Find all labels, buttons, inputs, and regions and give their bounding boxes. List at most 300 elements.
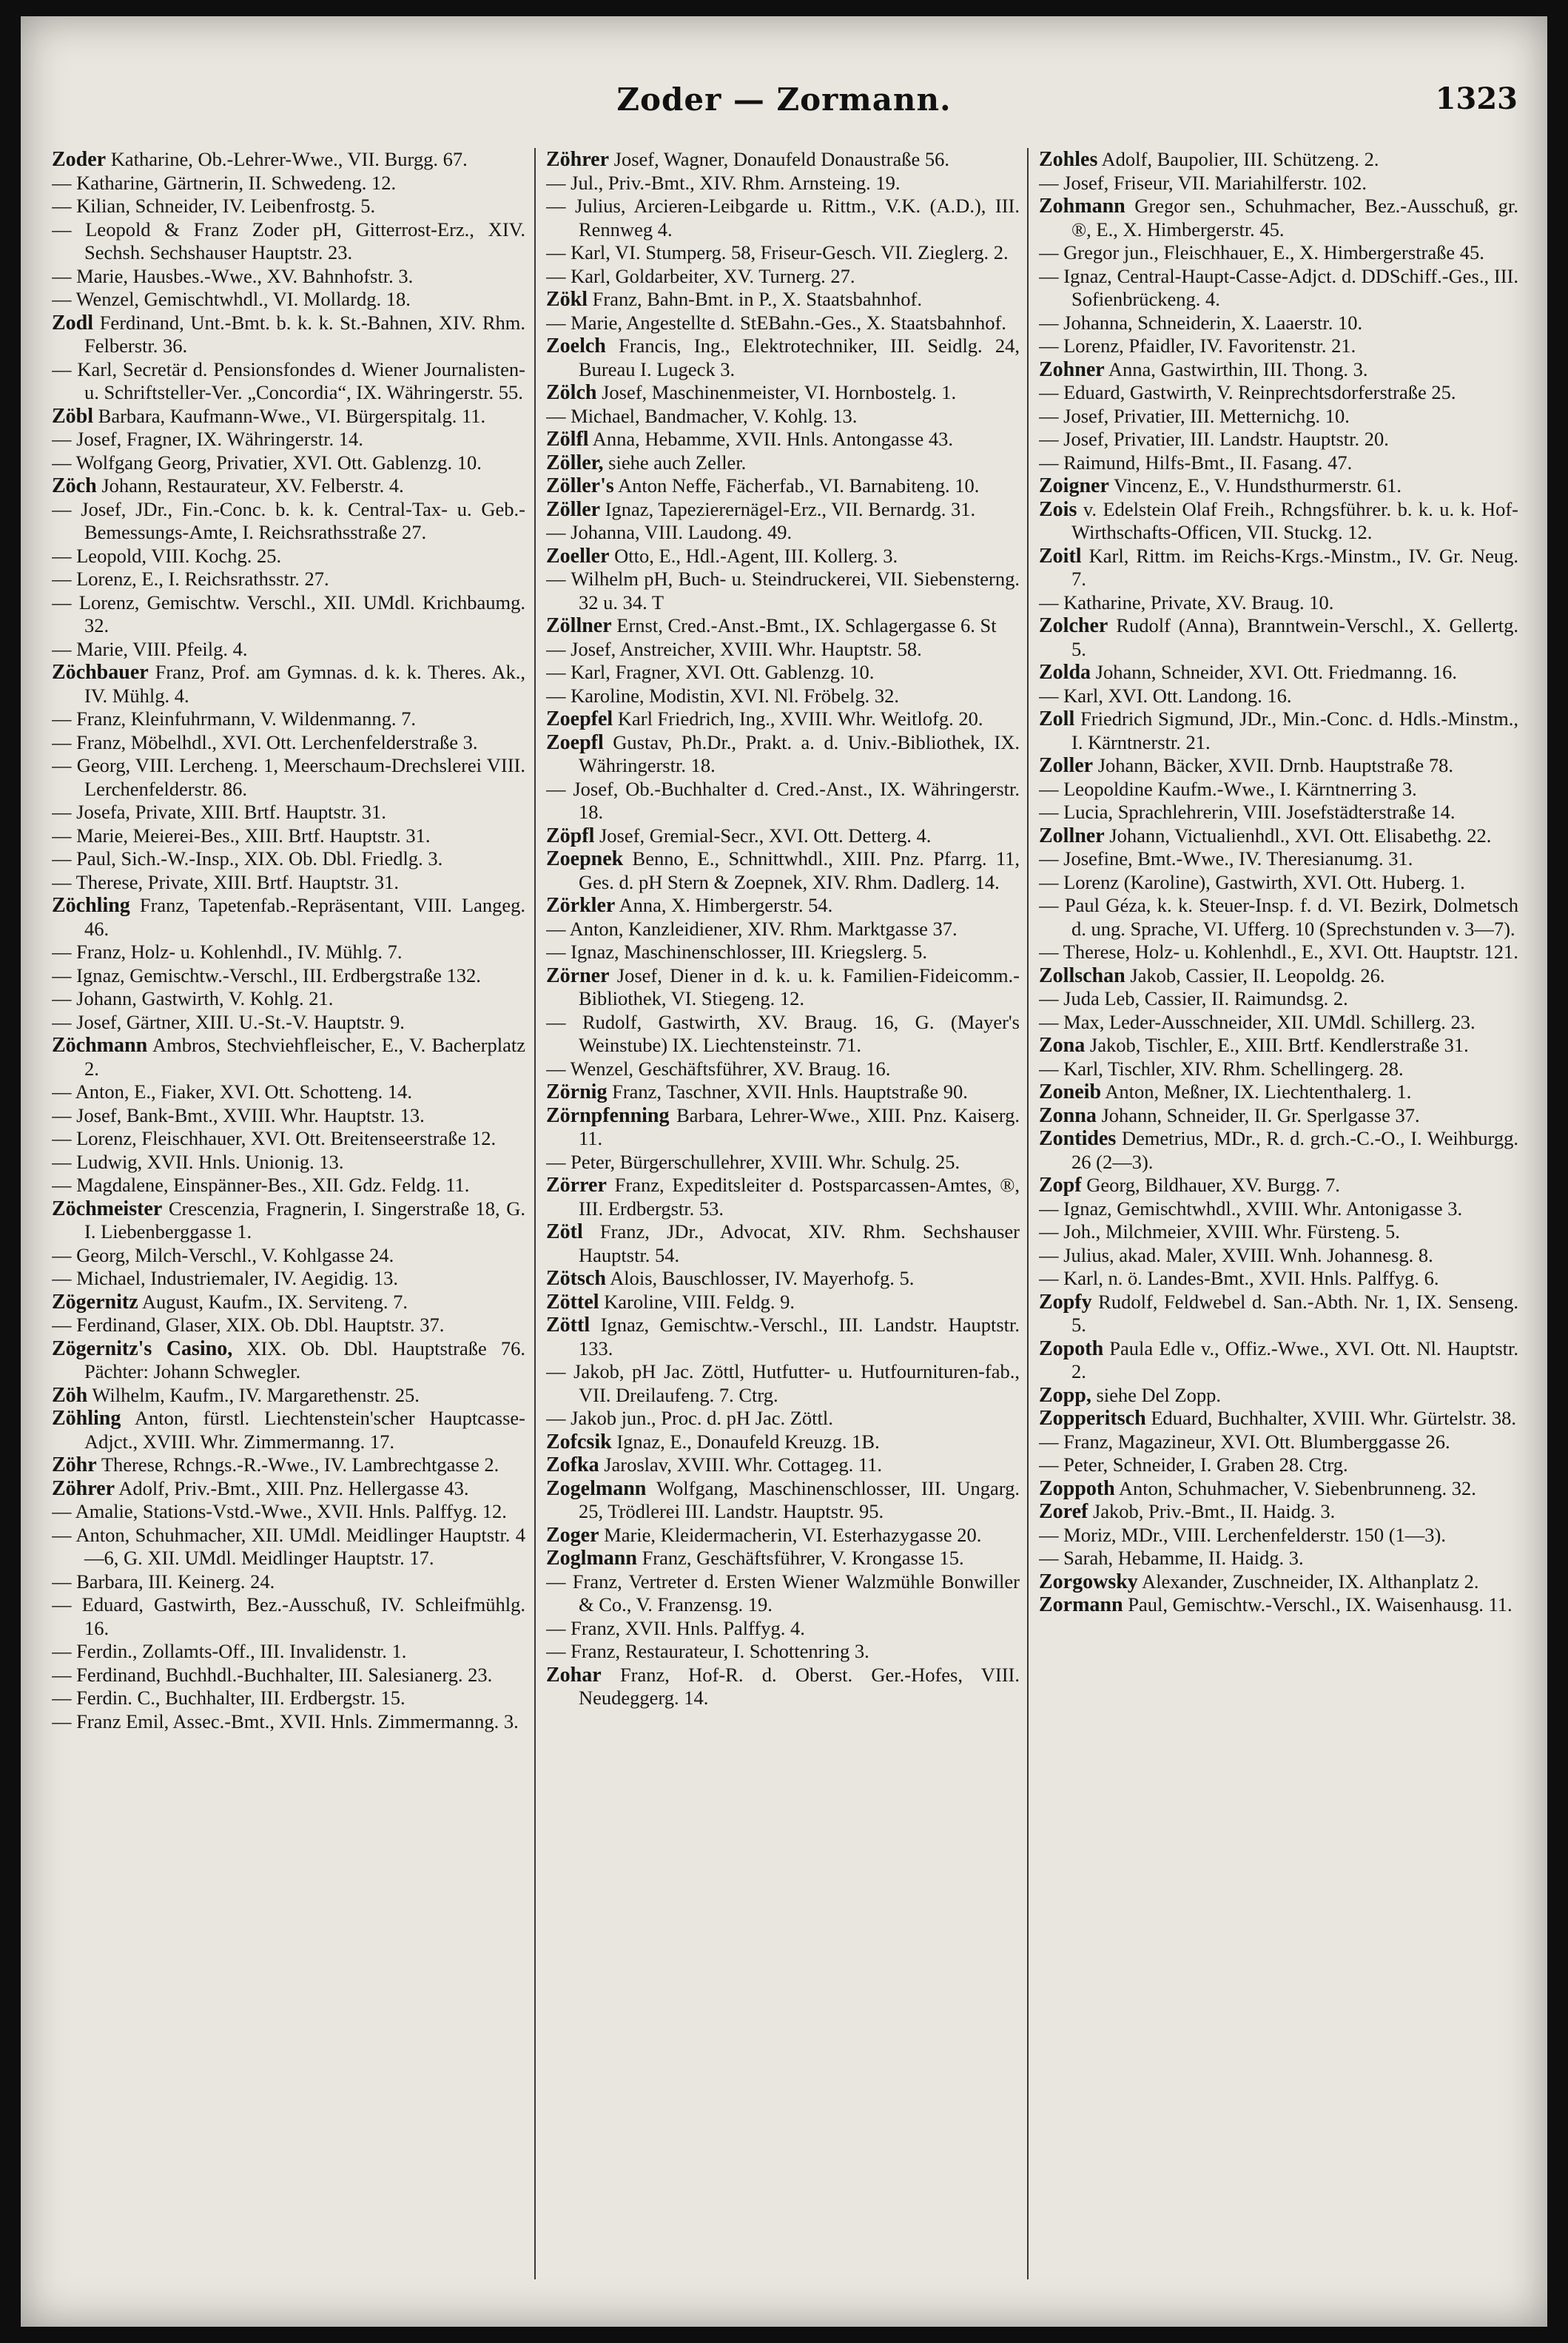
directory-entry xyxy=(1039,987,1518,1011)
entry-text: — Lorenz (Karoline), Gastwirth, XVI. Ott. Huberg. 1. xyxy=(1039,870,1465,893)
directory-entry xyxy=(546,778,1020,824)
directory-entry xyxy=(52,358,525,405)
entry-text: — Raimund, Hilfs-Bmt., II. Fasang. 47. xyxy=(1039,451,1353,474)
entry-text: — Josef, Fragner, IX. Währingerstr. 14. xyxy=(52,428,363,450)
directory-entry xyxy=(1039,148,1518,172)
entry-text: Johann, Schneider, XVI. Ott. Friedmanng. 16. xyxy=(1095,661,1458,683)
directory-entry xyxy=(1039,545,1518,591)
entry-text: — Gregor jun., Fleischhauer, E., X. Himbergerstraße 45. xyxy=(1039,241,1484,263)
entry-text: siehe auch Zeller. xyxy=(608,451,747,474)
entry-text: — Ferdin., Zollamts-Off., III. Invalidenstr. 1. xyxy=(52,1640,407,1662)
entry-text: — Jakob, pH Jac. Zöttl, Hutfutter- u. Hutfournituren-fab., VII. Dreilaufeng. 7. Ctrg. xyxy=(546,1360,1020,1406)
entry-surname: Zöpfl xyxy=(546,824,595,847)
entry-surname: Zögernitz's Casino, xyxy=(52,1337,233,1360)
directory-entry xyxy=(52,824,525,848)
directory-entry xyxy=(546,894,1020,918)
entry-surname: Zöh xyxy=(52,1383,88,1407)
directory-entry xyxy=(52,451,525,475)
directory-entry xyxy=(1039,1058,1518,1081)
directory-entry xyxy=(1039,1291,1518,1337)
directory-entry xyxy=(52,1244,525,1268)
entry-text: — Marie, VIII. Pfeilg. 4. xyxy=(52,637,248,660)
entry-text: Johann, Bäcker, XVII. Drnb. Hauptstraße 78. xyxy=(1097,754,1453,776)
directory-entry xyxy=(546,1360,1020,1407)
entry-text: August, Kaufm., IX. Serviteng. 7. xyxy=(141,1290,408,1313)
directory-entry xyxy=(52,894,525,941)
directory-entry xyxy=(546,1104,1020,1151)
entry-surname: Zollschan xyxy=(1039,964,1125,987)
entry-surname: Zöchbauer xyxy=(52,661,149,684)
entry-surname: Zoder xyxy=(52,148,107,171)
entry-text: — Franz, Möbelhdl., XVI. Ott. Lerchenfelderstraße 3. xyxy=(52,730,478,753)
directory-entry xyxy=(546,731,1020,778)
entry-surname: Zöbl xyxy=(52,404,94,428)
entry-text: Wilhelm, Kaufm., IV. Margarethenstr. 25. xyxy=(92,1383,420,1406)
directory-entry xyxy=(1039,335,1518,358)
entry-text: — Franz, Holz- u. Kohlenhdl., IV. Mühlg. 7. xyxy=(52,941,403,963)
entry-text: Ernst, Cred.-Anst.-Bmt., IX. Schlagergasse 6. St xyxy=(616,614,997,636)
entry-text: Therese, Rchngs.-R.-Wwe., IV. Lambrechtgasse 2. xyxy=(101,1453,499,1476)
entry-text: Karoline, VIII. Feldg. 9. xyxy=(604,1290,795,1313)
entry-text: — Therese, Holz- u. Kohlenhdl., E., XVI. Ott. Hauptstr. 121. xyxy=(1039,941,1518,963)
directory-entry xyxy=(546,707,1020,731)
directory-entry xyxy=(52,871,525,895)
directory-entry xyxy=(1039,1011,1518,1035)
entry-text: Eduard, Buchhalter, XVIII. Whr. Gürtelstr. 38. xyxy=(1151,1407,1517,1429)
entry-text: — Leopold & Franz Zoder pH, Gitterrost-Erz., XIV. Sechsh. Sechshauser Hauptstr. 23. xyxy=(52,218,525,263)
entry-text: — Ferdin. C., Buchhalter, III. Erdbergstr. 15. xyxy=(52,1687,406,1709)
entry-text: Katharine, Ob.-Lehrer-Wwe., VII. Burgg. 67. xyxy=(110,148,468,170)
entry-surname: Zopp, xyxy=(1039,1383,1091,1407)
entry-text: — Julius, akad. Maler, XVIII. Wnh. Johannesg. 8. xyxy=(1039,1243,1433,1266)
directory-entry xyxy=(52,661,525,707)
directory-entry xyxy=(52,801,525,824)
directory-entry xyxy=(546,1664,1020,1710)
directory-entry xyxy=(546,474,1020,498)
entry-surname: Zöller xyxy=(546,497,601,521)
entry-surname: Zorgowsky xyxy=(1039,1570,1138,1593)
entry-text: — Ignaz, Gemischtw.-Verschl., III. Erdbergstraße 132. xyxy=(52,964,481,986)
directory-entry xyxy=(1039,614,1518,661)
directory-entry xyxy=(546,1477,1020,1524)
entry-text: Adolf, Priv.-Bmt., XIII. Pnz. Hellergasse 43. xyxy=(118,1476,469,1499)
entry-text: siehe Del Zopp. xyxy=(1096,1383,1221,1406)
directory-entry xyxy=(546,265,1020,289)
entry-text: — Marie, Angestellte d. StEBahn.-Ges., X. Staatsbahnhof. xyxy=(546,311,1006,334)
entry-text: Jakob, Priv.-Bmt., II. Haidg. 3. xyxy=(1092,1500,1336,1522)
directory-entry xyxy=(52,1687,525,1710)
directory-column-2 xyxy=(546,148,1020,2294)
entry-text: — Wolfgang Georg, Privatier, XVI. Ott. Gablenzg. 10. xyxy=(52,451,482,474)
directory-entry xyxy=(546,1267,1020,1291)
entry-surname: Zopoth xyxy=(1039,1337,1104,1360)
entry-text: — Josef, Anstreicher, XVIII. Whr. Hauptstr. 58. xyxy=(546,637,922,660)
entry-text: — Karl, Fragner, XVI. Ott. Gablenzg. 10. xyxy=(546,661,875,683)
directory-page xyxy=(21,16,1547,2327)
entry-text: — Josef, Privatier, III. Landstr. Hauptstr. 20. xyxy=(1039,428,1389,450)
entry-text: — Michael, Industriemaler, IV. Aegidig. 13. xyxy=(52,1267,398,1289)
directory-entry xyxy=(1039,871,1518,895)
entry-text: — Michael, Bandmacher, V. Kohlg. 13. xyxy=(546,404,858,427)
directory-entry xyxy=(52,1384,525,1408)
directory-entry xyxy=(1039,685,1518,708)
entry-text: Adolf, Baupolier, III. Schützeng. 2. xyxy=(1101,148,1379,170)
entry-text: — Josef, Bank-Bmt., XVIII. Whr. Hauptstr. 13. xyxy=(52,1103,425,1126)
directory-entry xyxy=(52,638,525,662)
entry-surname: Zöhrer xyxy=(546,148,610,171)
entry-surname: Zöller's xyxy=(546,474,614,497)
entry-text: Franz, Prof. am Gymnas. d. k. k. Theres. Ak., IV. Mühlg. 4. xyxy=(84,661,525,707)
directory-entry xyxy=(52,1197,525,1244)
directory-entry xyxy=(52,1174,525,1197)
entry-text: Ignaz, Tapezierernägel-Erz., VII. Bernardg. 31. xyxy=(605,497,976,520)
entry-text: — Juda Leb, Cassier, II. Raimundsg. 2. xyxy=(1039,987,1348,1009)
directory-entry xyxy=(1039,428,1518,451)
entry-surname: Zogelmann xyxy=(546,1476,647,1500)
entry-text: Marie, Kleidermacherin, VI. Esterhazygasse 20. xyxy=(604,1523,982,1546)
directory-entry xyxy=(546,521,1020,545)
entry-text: — Lorenz, Pfaidler, IV. Favoritenstr. 21. xyxy=(1039,335,1356,357)
directory-entry xyxy=(52,1011,525,1035)
entry-text: — Therese, Private, XIII. Brtf. Hauptstr. 31. xyxy=(52,870,400,893)
directory-entry xyxy=(546,1011,1020,1058)
entry-text: Jakob, Cassier, II. Leopoldg. 26. xyxy=(1130,964,1385,986)
directory-entry xyxy=(52,474,525,498)
entry-text: Josef, Gremial-Secr., XVI. Ott. Detterg. 4. xyxy=(599,824,932,847)
entry-surname: Zois xyxy=(1039,497,1077,521)
directory-entry xyxy=(1039,964,1518,988)
entry-text: Barbara, Kaufmann-Wwe., VI. Bürgerspitalg. 11. xyxy=(98,404,486,427)
directory-entry xyxy=(52,1570,525,1594)
entry-text: — Lucia, Sprachlehrerin, VIII. Josefstädterstraße 14. xyxy=(1039,801,1456,823)
entry-surname: Zöch xyxy=(52,474,97,497)
directory-entry xyxy=(52,941,525,964)
entry-surname: Zopf xyxy=(1039,1174,1082,1197)
directory-entry xyxy=(52,545,525,568)
entry-surname: Zohles xyxy=(1039,148,1098,171)
directory-entry xyxy=(546,1291,1020,1314)
entry-text: — Karoline, Modistin, XVI. Nl. Fröbelg. 32. xyxy=(546,684,899,707)
directory-entry xyxy=(52,1267,525,1291)
entry-text: Alois, Bauschlosser, IV. Mayerhofg. 5. xyxy=(610,1267,915,1289)
entry-text: Gustav, Ph.Dr., Prakt. a. d. Univ.-Bibliothek, IX. Währingerstr. 18. xyxy=(579,730,1020,776)
directory-entry xyxy=(52,1477,525,1501)
directory-entry xyxy=(1039,312,1518,335)
entry-surname: Zöhling xyxy=(52,1407,121,1430)
entry-text: — Sarah, Hebamme, II. Haidg. 3. xyxy=(1039,1547,1304,1569)
directory-entry xyxy=(546,312,1020,335)
entry-text: — Franz, Restaurateur, I. Schottenring 3. xyxy=(546,1640,869,1662)
directory-entry xyxy=(546,824,1020,848)
directory-entry xyxy=(1039,265,1518,312)
entry-surname: Zöllner xyxy=(546,614,612,637)
entry-text: Anton, Meßner, IX. Liechtenthalerg. 1. xyxy=(1105,1080,1412,1103)
entry-text: Franz, Taschner, XVII. Hnls. Hauptstraße 90. xyxy=(612,1080,968,1103)
entry-text: — Anton, E., Fiaker, XVI. Ott. Schotteng. 14. xyxy=(52,1080,412,1103)
directory-entry xyxy=(546,428,1020,451)
directory-entry xyxy=(52,1314,525,1337)
entry-text: — Ferdinand, Glaser, XIX. Ob. Dbl. Hauptstr. 37. xyxy=(52,1314,445,1336)
entry-text: — Eduard, Gastwirth, Bez.-Ausschuß, IV. Schleifmühlg. 16. xyxy=(52,1593,525,1639)
directory-entry xyxy=(1039,1034,1518,1058)
entry-surname: Zolcher xyxy=(1039,614,1108,637)
entry-text: — Johanna, Schneiderin, X. Laaerstr. 10. xyxy=(1039,311,1363,334)
entry-text: — Ferdinand, Buchhdl.-Buchhalter, III. Salesianerg. 23. xyxy=(52,1663,493,1686)
entry-text: Anton, Schuhmacher, V. Siebenbrunneng. 32. xyxy=(1118,1476,1476,1499)
directory-entry xyxy=(1039,474,1518,498)
entry-text: Josef, Diener in d. k. u. k. Familien-Fideicomm.-Bibliothek, VI. Stiegeng. 12. xyxy=(579,964,1020,1009)
directory-entry xyxy=(546,941,1020,964)
entry-text: — Magdalene, Einspänner-Bes., XII. Gdz. Feldg. 11. xyxy=(52,1174,470,1196)
entry-text: — Peter, Schneider, I. Graben 28. Ctrg. xyxy=(1039,1453,1348,1476)
directory-entry xyxy=(1039,1407,1518,1431)
entry-text: — Franz, XVII. Hnls. Palffyg. 4. xyxy=(546,1616,805,1639)
entry-text: — Ignaz, Gemischtwhdl., XVIII. Whr. Antonigasse 3. xyxy=(1039,1197,1463,1220)
directory-entry xyxy=(1039,241,1518,265)
entry-text: Ambros, Stechviehfleischer, E., V. Bacherplatz 2. xyxy=(84,1034,525,1080)
directory-entry xyxy=(1039,894,1518,941)
directory-entry xyxy=(546,638,1020,662)
directory-entry xyxy=(546,288,1020,312)
directory-entry xyxy=(52,731,525,755)
entry-text: Friedrich Sigmund, JDr., Min.-Conc. d. Hdls.-Minstm., I. Kärntnerstr. 21. xyxy=(1071,707,1518,753)
directory-entry xyxy=(1039,778,1518,801)
entry-text: Johann, Schneider, II. Gr. Sperlgasse 37. xyxy=(1101,1103,1420,1126)
entry-text: Jakob, Tischler, E., XIII. Brtf. Kendlerstraße 31. xyxy=(1089,1034,1469,1056)
directory-entry xyxy=(52,148,525,172)
entry-text: — Rudolf, Gastwirth, XV. Braug. 16, G. (Mayer's Weinstube) IX. Liechtensteinstr. 71. xyxy=(546,1010,1020,1056)
directory-entry xyxy=(546,381,1020,405)
directory-entry xyxy=(546,1220,1020,1267)
directory-entry xyxy=(52,568,525,591)
entry-text: — Marie, Hausbes.-Wwe., XV. Bahnhofstr. 3. xyxy=(52,264,414,287)
entry-text: — Karl, Secretär d. Pensionsfondes d. Wiener Journalisten- u. Schriftsteller-Ver. „Concordia“, IX. Währingerstr. 55. xyxy=(52,357,525,403)
entry-text: — Paul, Sich.-W.-Insp., XIX. Ob. Dbl. Friedlg. 3. xyxy=(52,847,443,870)
entry-text: — Johanna, VIII. Laudong. 49. xyxy=(546,521,793,543)
directory-entry xyxy=(1039,1477,1518,1501)
entry-surname: Zöchmeister xyxy=(52,1197,163,1220)
entry-text: — Franz Emil, Assec.-Bmt., XVII. Hnls. Zimmermanng. 3. xyxy=(52,1710,519,1732)
entry-surname: Zoglmann xyxy=(546,1547,637,1570)
entry-surname: Zoref xyxy=(1039,1500,1088,1523)
entry-text: — Josef, Friseur, VII. Mariahilferstr. 102. xyxy=(1039,171,1367,194)
entry-surname: Zöhr xyxy=(52,1453,97,1476)
entry-text: — Wenzel, Gemischtwhdl., VI. Mollardg. 18. xyxy=(52,288,411,310)
entry-surname: Zodl xyxy=(52,311,94,335)
entry-text: Gregor sen., Schuhmacher, Bez.-Ausschuß, gr. ®, E., X. Himbergerstr. 45. xyxy=(1071,195,1518,241)
entry-text: Alexander, Zuschneider, IX. Althanplatz 2. xyxy=(1141,1570,1479,1593)
entry-text: Johann, Restaurateur, XV. Felberstr. 4. xyxy=(101,474,404,497)
entry-surname: Zoepnek xyxy=(546,847,624,870)
entry-text: — Peter, Bürgerschullehrer, XVIII. Whr. Schulg. 25. xyxy=(546,1150,960,1173)
entry-text: — Lorenz, E., I. Reichsrathsstr. 27. xyxy=(52,568,329,590)
entry-text: Paul, Gemischtw.-Verschl., IX. Waisenhausg. 11. xyxy=(1128,1593,1513,1616)
entry-text: Barbara, Lehrer-Wwe., XIII. Pnz. Kaiserg. 11. xyxy=(579,1103,1020,1149)
directory-entry xyxy=(546,545,1020,568)
entry-surname: Zörkler xyxy=(546,894,616,917)
directory-entry xyxy=(1039,1197,1518,1221)
entry-surname: Zoeller xyxy=(546,544,610,568)
directory-entry xyxy=(1039,1570,1518,1594)
directory-entry xyxy=(52,1710,525,1734)
entry-surname: Zötsch xyxy=(546,1267,606,1290)
entry-text: Franz, Geschäftsführer, V. Krongasse 15. xyxy=(642,1547,964,1569)
directory-entry xyxy=(1039,1337,1518,1384)
entry-surname: Zökl xyxy=(546,288,588,311)
entry-surname: Zöttl xyxy=(546,1314,590,1337)
entry-text: — Eduard, Gastwirth, V. Reinprechtsdorferstraße 25. xyxy=(1039,381,1456,403)
directory-entry xyxy=(1039,1220,1518,1244)
entry-text: Paula Edle v., Offiz.-Wwe., XVI. Ott. Nl. Hauptstr. 2. xyxy=(1071,1337,1518,1382)
entry-text: Demetrius, MDr., R. d. grch.-C.-O., I. Weihburgg. 26 (2—3). xyxy=(1071,1127,1518,1173)
entry-surname: Zögernitz xyxy=(52,1290,138,1314)
directory-entry xyxy=(546,172,1020,195)
entry-text: — Karl, Goldarbeiter, XV. Turnerg. 27. xyxy=(546,264,855,287)
entry-text: — Max, Leder-Ausschneider, XII. UMdl. Schillerg. 23. xyxy=(1039,1010,1476,1033)
entry-text: Benno, E., Schnittwhdl., XIII. Pnz. Pfarrg. 11, Ges. d. pH Stern & Zoepnek, XIV. Rhm. Dadlerg. 14. xyxy=(579,847,1020,893)
directory-entry xyxy=(546,964,1020,1011)
directory-entry xyxy=(1039,195,1518,241)
directory-entry xyxy=(52,1500,525,1524)
entry-text: Ignaz, E., Donaufeld Kreuzg. 1B. xyxy=(616,1430,880,1453)
entry-text: Ignaz, Gemischtw.-Verschl., III. Landstr. Hauptstr. 133. xyxy=(579,1314,1020,1359)
entry-surname: Zofcsik xyxy=(546,1430,612,1453)
entry-text: — Wilhelm pH, Buch- u. Steindruckerei, VII. Siebensterng. 32 u. 34. T xyxy=(546,568,1020,614)
directory-entry xyxy=(1039,1500,1518,1524)
page-header xyxy=(21,81,1547,135)
entry-text: — Franz, Kleinfuhrmann, V. Wildenmanng. 7. xyxy=(52,707,417,730)
entry-text: — Lorenz, Gemischtw. Verschl., XII. UMdl. Krichbaumg. 32. xyxy=(52,591,525,636)
entry-text: Wolfgang, Maschinenschlosser, III. Ungarg. 25, Trödlerei III. Landstr. Hauptstr. 95. xyxy=(579,1476,1020,1522)
directory-entry xyxy=(546,1080,1020,1104)
entry-text: — Josef, Gärtner, XIII. U.-St.-V. Hauptstr. 9. xyxy=(52,1010,405,1033)
entry-surname: Zoepfel xyxy=(546,707,613,730)
directory-entry xyxy=(1039,1524,1518,1547)
entry-surname: Zoepfl xyxy=(546,730,604,754)
entry-surname: Zoller xyxy=(1039,754,1094,777)
entry-text: Otto, E., Hdl.-Agent, III. Kollerg. 3. xyxy=(614,544,898,567)
entry-surname: Zöhrer xyxy=(52,1476,115,1500)
directory-entry xyxy=(1039,1244,1518,1268)
entry-text: Vincenz, E., V. Hundsthurmerstr. 61. xyxy=(1114,474,1402,497)
entry-text: — Johann, Gastwirth, V. Kohlg. 21. xyxy=(52,987,334,1009)
directory-entry xyxy=(1039,1453,1518,1477)
directory-entry xyxy=(546,847,1020,894)
running-head: Zoder — Zormann. xyxy=(616,81,952,118)
entry-text: — Ignaz, Central-Haupt-Casse-Adjct. d. DDSchiff.-Ges., III. Sofienbrückeng. 4. xyxy=(1039,264,1518,310)
directory-entry xyxy=(546,1314,1020,1360)
entry-text: — Paul Géza, k. k. Steuer-Insp. f. d. VI. Bezirk, Dolmetsch d. ung. Sprache, VI. Ufferg. 10 (Sprechstunden v. 3—7). xyxy=(1039,894,1518,940)
entry-text: — Josef, Privatier, III. Metternichg. 10. xyxy=(1039,404,1350,427)
directory-entry xyxy=(546,1570,1020,1617)
directory-entry xyxy=(546,568,1020,614)
directory-entry xyxy=(546,1174,1020,1220)
entry-text: — Karl, n. ö. Landes-Bmt., XVII. Hnls. Palffyg. 6. xyxy=(1039,1267,1439,1289)
directory-entry xyxy=(52,288,525,312)
entry-surname: Zoitl xyxy=(1039,544,1082,568)
entry-surname: Zormann xyxy=(1039,1593,1123,1616)
entry-text: Anna, Hebamme, XVII. Hnls. Antongasse 43. xyxy=(592,428,953,450)
directory-entry xyxy=(52,964,525,988)
directory-entry xyxy=(546,451,1020,475)
entry-text: XIX. Ob. Dbl. Hauptstraße 76. Pächter: Johann Schwegler. xyxy=(84,1337,525,1382)
entry-text: Karl Friedrich, Ing., XVIII. Whr. Weitlofg. 20. xyxy=(617,707,983,730)
directory-column-1 xyxy=(52,148,525,2294)
entry-text: Rudolf, Feldwebel d. San.-Abth. Nr. 1, IX. Senseng. 5. xyxy=(1071,1290,1518,1336)
entry-text: Josef, Wagner, Donaufeld Donaustraße 56. xyxy=(613,148,949,170)
directory-entry xyxy=(52,1104,525,1128)
directory-entry xyxy=(52,591,525,638)
directory-entry xyxy=(1039,1080,1518,1104)
entry-text: Karl, Rittm. im Reichs-Krgs.-Minstm., IV. Gr. Neug. 7. xyxy=(1071,544,1518,590)
directory-entry xyxy=(546,685,1020,708)
directory-entry xyxy=(52,498,525,545)
directory-entry xyxy=(546,241,1020,265)
entry-surname: Zörnig xyxy=(546,1080,608,1103)
entry-text: Franz, Expeditsleiter d. Postsparcassen-Amtes, ®, III. Erdbergstr. 53. xyxy=(579,1174,1020,1220)
entry-surname: Zontides xyxy=(1039,1127,1117,1150)
entry-surname: Zöttel xyxy=(546,1290,599,1314)
entry-surname: Zona xyxy=(1039,1034,1086,1057)
entry-text: Anton, fürstl. Liechtenstein'scher Hauptcasse-Adjct., XVIII. Whr. Zimmermanng. 17. xyxy=(84,1407,525,1453)
directory-entry xyxy=(52,1151,525,1174)
directory-entry xyxy=(1039,381,1518,405)
directory-entry xyxy=(52,195,525,218)
directory-entry xyxy=(546,1547,1020,1570)
directory-entry xyxy=(52,1127,525,1151)
directory-entry xyxy=(546,1617,1020,1641)
entry-text: Rudolf (Anna), Branntwein-Verschl., X. Gellertg. 5. xyxy=(1071,614,1518,660)
directory-entry xyxy=(1039,1174,1518,1197)
directory-entry xyxy=(52,1080,525,1104)
entry-text: — Leopoldine Kaufm.-Wwe., I. Kärntnerring 3. xyxy=(1039,777,1417,800)
entry-text: — Josefa, Private, XIII. Brtf. Hauptstr. 31. xyxy=(52,801,386,823)
directory-entry xyxy=(1039,754,1518,778)
entry-text: Franz, Tapetenfab.-Repräsentant, VIII. Langeg. 46. xyxy=(84,894,525,940)
directory-entry xyxy=(1039,661,1518,685)
directory-entry xyxy=(546,195,1020,241)
page-number: 1323 xyxy=(1435,81,1518,116)
directory-column-3 xyxy=(1039,148,1518,2294)
entry-text: — Leopold, VIII. Kochg. 25. xyxy=(52,544,282,567)
entry-text: — Barbara, III. Keinerg. 24. xyxy=(52,1570,275,1593)
directory-entry xyxy=(546,918,1020,941)
directory-entry xyxy=(546,335,1020,381)
entry-surname: Zörnpfenning xyxy=(546,1103,670,1127)
directory-entry xyxy=(1039,405,1518,428)
entry-text: — Lorenz, Fleischhauer, XVI. Ott. Breitenseerstraße 12. xyxy=(52,1127,497,1149)
entry-text: — Ludwig, XVII. Hnls. Unionig. 13. xyxy=(52,1150,344,1173)
entry-surname: Zölch xyxy=(546,381,597,404)
directory-entry xyxy=(1039,1127,1518,1174)
entry-surname: Zollner xyxy=(1039,824,1105,847)
entry-surname: Zölfl xyxy=(546,428,589,451)
directory-entry xyxy=(52,1453,525,1477)
entry-text: — Wenzel, Geschäftsführer, XV. Braug. 16. xyxy=(546,1057,891,1080)
directory-entry xyxy=(52,847,525,871)
directory-entry xyxy=(546,1640,1020,1664)
column-divider xyxy=(534,148,536,2279)
entry-text: Georg, Bildhauer, XV. Burgg. 7. xyxy=(1086,1174,1340,1196)
entry-text: — Amalie, Stations-Vstd.-Wwe., XVII. Hnls. Palffyg. 12. xyxy=(52,1500,507,1522)
directory-entry xyxy=(546,661,1020,685)
directory-entry xyxy=(52,172,525,195)
entry-text: — Josef, Ob.-Buchhalter d. Cred.-Anst., IX. Währingerstr. 18. xyxy=(546,777,1020,823)
directory-entry xyxy=(1039,1547,1518,1570)
directory-entry xyxy=(546,1453,1020,1477)
directory-entry xyxy=(52,987,525,1011)
directory-entry xyxy=(52,1593,525,1640)
